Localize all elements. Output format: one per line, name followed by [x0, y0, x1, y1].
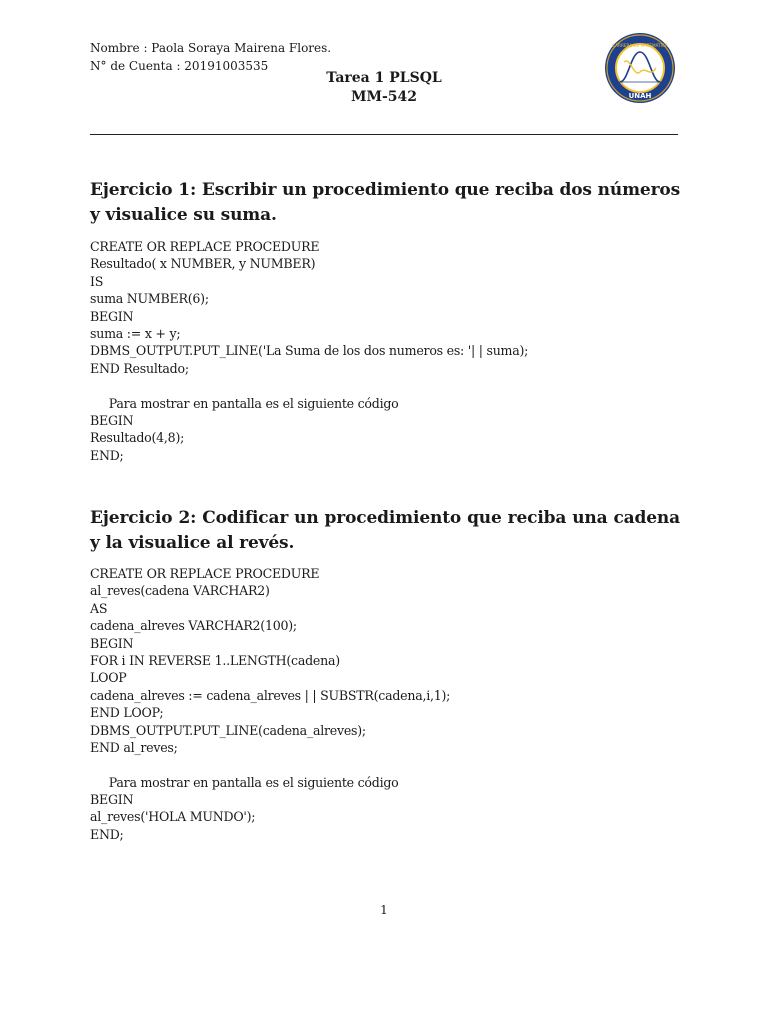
code-line: END LOOP; — [90, 705, 164, 721]
code-line: DBMS_OUTPUT.PUT_LINE(cadena_alreves); — [90, 722, 366, 738]
code-line: cadena_alreves := cadena_alreves | | SUBSTR(cadena,i,1); — [90, 687, 451, 703]
code-line: BEGIN — [90, 635, 134, 651]
code-line: IS — [90, 273, 104, 289]
code-line: END; — [90, 826, 124, 842]
document-title: Tarea 1 PLSQL — [326, 70, 442, 86]
exercise-2-heading: Ejercicio 2: Codificar un procedimiento que reciba una cadena y la visualice al revés. — [90, 508, 680, 553]
code-line: CREATE OR REPLACE PROCEDURE — [90, 566, 320, 581]
code-line: Para mostrar en pantalla es el siguiente código — [90, 774, 399, 790]
code-line: Para mostrar en pantalla es el siguiente código — [90, 395, 399, 411]
code-line: BEGIN — [90, 308, 134, 324]
code-line: Resultado(4,8); — [90, 430, 185, 446]
code-line: BEGIN — [90, 412, 134, 428]
code-line — [90, 756, 450, 773]
code-line — [90, 377, 528, 394]
code-line: END al_reves; — [90, 739, 178, 755]
code-line: al_reves('HOLA MUNDO'); — [90, 809, 256, 825]
code-line: Resultado( x NUMBER, y NUMBER) — [90, 256, 316, 272]
code-line: BEGIN — [90, 792, 134, 808]
exercise-1-code — [90, 238, 528, 464]
code-line: END Resultado; — [90, 360, 189, 376]
code-line: cadena_alreves VARCHAR2(100); — [90, 618, 297, 634]
header-divider — [90, 134, 678, 135]
logo-bottom-text: UNAH — [628, 92, 652, 100]
page-number: 1 — [380, 903, 388, 917]
logo-top-text: CARRERA DE MATEMÁTICA — [612, 43, 668, 48]
exercise-1-heading: Ejercicio 1: Escribir un procedimiento que reciba dos números y visualice su suma. — [90, 180, 680, 225]
code-line: END; — [90, 447, 124, 463]
exercise-2-code — [90, 565, 450, 843]
code-line: al_reves(cadena VARCHAR2) — [90, 583, 270, 599]
code-line: FOR i IN REVERSE 1..LENGTH(cadena) — [90, 652, 340, 668]
code-line: AS — [90, 600, 108, 616]
code-line: suma NUMBER(6); — [90, 291, 209, 307]
code-line: CREATE OR REPLACE PROCEDURE — [90, 239, 320, 254]
code-line: suma := x + y; — [90, 325, 181, 341]
student-name: Nombre : Paola Soraya Mairena Flores. — [90, 41, 332, 55]
course-code: MM-542 — [350, 89, 418, 105]
code-line: LOOP — [90, 670, 127, 686]
code-line: DBMS_OUTPUT.PUT_LINE('La Suma de los dos numeros es: '| | suma); — [90, 343, 529, 359]
account-number: N° de Cuenta : 20191003535 — [90, 59, 269, 73]
university-seal-icon — [604, 32, 676, 104]
